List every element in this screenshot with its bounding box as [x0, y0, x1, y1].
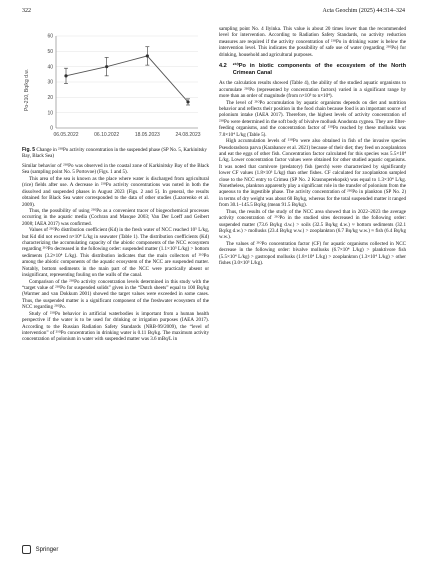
section-number: 4.2 — [219, 63, 227, 70]
journal-citation: Acta Geochim (2025) 44:314–324 — [322, 8, 405, 14]
page-number: 322 — [22, 8, 31, 14]
left-column — [22, 163, 209, 343]
publisher-name: Springer — [35, 547, 59, 554]
data-point — [105, 65, 108, 68]
section-heading — [219, 63, 406, 76]
right-paragraph-1: As the calculation results showed (Table 4), the ability of the studied aquatic organisms to accumulate ²¹⁰Po (represented by concentration factors) varied in a significant range by more than an order of magnitude (from n×10³ to n×10⁴). — [219, 80, 406, 100]
left-paragraph-4: Values of ²¹⁰Po distribution coefficient (Kd) in the fresh water of NCC reached 10⁵ L/kg, but Kd did not exceed n×10⁴ L/kg in seawater (Table 1). The distribution coefficients (Kd) characterizing the accumulating capacity of the abiotic components of the NCC ecosystem regarding ²¹⁰Po decreased in the following order: suspended matter (1.1×10⁵ L/kg) > bottom sediments (3.2×10⁴ L/kg). This distribution indicates that the main collectors of ²¹⁰Po among the abiotic components of the aquatic ecosystem of the NCC are suspended matter. Notably, bottom sediments in the main part of the NCC were practically absent or insignificant, representing fouling on the walls of the canal. — [22, 227, 209, 279]
figure-caption-text: Change in ²¹⁰Po activity concentration in the suspended phase (SP No. 5, Karkinitsky Bay, Black Sea) — [22, 148, 207, 159]
data-point — [64, 74, 67, 77]
right-column — [219, 26, 406, 267]
left-paragraph-3: Thus, the possibility of using ²¹⁰Po as a convenient tracer of biogeochemical processes occurring in the aquatic media (Cochran and Masque 2003; Van Der Loeff and Geibert 2008; IAEA 2017) was confirmed. — [22, 207, 209, 227]
x-tick-label: 24.08.2023 — [175, 132, 201, 138]
y-axis-label: Po-210, Bq/kg d.w. — [24, 69, 30, 111]
right-paragraph-2: The level of ²¹⁰Po accumulation by aquatic organisms depends on diet and nutrition behavior and reflects their position in the food chain because food is an important source of polonium intake (IAEA 2017). Therefore, the highest levels of activity concentration of ²¹⁰Po were determined in the soft body of bivalve mollusk Anodonta cygnea. They are filter-feeding organisms, and the concentration factor of ²¹⁰Po reached by these mollusks was 7.0×10⁴ L/kg (Table 5). — [219, 99, 406, 138]
right-paragraph-4: Thus, the results of the study of the NCC area showed that in 2022–2023 the average activity concentration of ²¹⁰Po in the studied sites decreased in the following order: suspended matter (73.6 Bq/kg d.w.) > soils (32.5 Bq/kg d.w.) ≈ bottom sediments (32.1 Bq/kg d.w.) > mollusks (23.4 Bq/kg w.w.) > zooplankton (6.7 Bq/kg w.w.) ≈ fish (6.4 Bq/kg w.w.). — [219, 208, 406, 241]
section-title: ²¹⁰Po in biotic components of the ecosystem of the North Crimean Canal — [232, 63, 406, 76]
x-tick-label: 18.05.2023 — [134, 132, 160, 138]
series-line — [66, 56, 188, 102]
left-paragraph-5: Comparison of the ²¹⁰Po activity concentration levels determined in this study with the “target value of ²¹⁰Po for suspended solids” given in the “Dutch sheets” equal to 100 Bq/kg (Warmer and van Dokkum 2001) showed the target values were exceeded in some cases. Thus, the suspended matter is a significant component of the freshwater ecosystem of the NCC regarding ²¹⁰Po. — [22, 278, 209, 311]
left-paragraph-6: Study of ²¹⁰Po behavior in artificial waterbodies is important from a human health perspective if the water is to be used for drinking or irrigation purposes (IAEA 2017). According to the Russian Radiation Safety Standards (NRB-99/2009), the “level of intervention” of ²¹⁰Po concentration in drinking water is 0.11 Bq/kg. The maximum activity concentration of polonium in water with suspended matter was 3.6 mBq/L in — [22, 310, 209, 343]
left-paragraph-2: This area of the sea is known as the place where water is discharged from agricultural (rice) fields after use. A decrease in ²¹⁰Po activity concentrations was noted in both the dissolved and suspended phases in August 2023 (Figs. 2 and 5). In general, the results obtained for Black Sea water corresponded to the data of other studies (Lazorenko et al. 2009). — [22, 175, 209, 208]
x-tick-label: 06.05.2022 — [53, 132, 79, 138]
figure-caption — [22, 147, 209, 160]
y-tick-label: 60 — [47, 33, 53, 40]
y-tick-label: 40 — [47, 64, 53, 71]
x-tick-label: 06.10.2022 — [94, 132, 120, 138]
springer-logo-icon — [22, 545, 31, 554]
right-paragraph-5: The values of ²¹⁰Po concentration factor (CF) for aquatic organisms collected in NCC decrease in the following order: bivalve mollusks (6.7×10⁴ L/kg) > planktivore fish (5.5×10⁴ L/kg) > gastropod mollusks (1.8×10⁴ L/kg) > zooplankton (1.3×10⁴ L/kg) > other fishes (3.0×10³ L/kg). — [219, 240, 406, 267]
y-tick-label: 20 — [47, 95, 53, 102]
data-point — [186, 100, 189, 103]
data-point — [146, 54, 149, 57]
y-tick-label: 50 — [47, 49, 53, 56]
left-paragraph-1: Similar behavior of ²¹⁰Po was observed in the coastal zone of Karkinitsky Bay of the Black Sea (sampling point No. 5 Portovoe) (Figs. 1 and 5). — [22, 163, 209, 176]
right-paragraph-3: High accumulation levels of ²¹⁰Po were also obtained in fish of the invasive species Pseudorasbora parva (Karabanov et al. 2021) because of their diet; they feed on zooplankton and eat the eggs of other fish. Concentration factor calculated for this species was 5.5×10⁴ L/kg. Lower concentration factor values were obtained for other studied aquatic organisms. It was noted that carnivore (predatory) fish (perch) were characterized by significantly lower CF values (1.8×10³ L/kg) than other fishes. CF calculated for zooplankton sampled close to the NCC entry to Crimea (SP No. 2 Krasnoperekopsk) was equal to 1.3×10⁴ L/kg. Nonetheless, plankton apparently play a significant role in the transfer of polonium from the aqueous to the ingestible phase. The activity concentration of ²¹⁰Po in plankton (SP No. 2) in terms of dry weight was about 60 Bq/kg, whereas for the total suspended matter it ranged from 30.1–145.5 Bq/kg (mean 91.5 Bq/kg). — [219, 138, 406, 209]
publisher-footer — [22, 545, 58, 554]
y-tick-label: 30 — [47, 79, 53, 86]
figure-5-chart — [22, 28, 209, 146]
figure-caption-label: Fig. 5 — [22, 147, 36, 153]
page-header — [22, 8, 405, 18]
y-tick-label: 10 — [47, 110, 53, 117]
right-intro-paragraph: sampling point No. 4 Ilyinka. This value is about 20 times lower than the recommended level for intervention. According to Radiation Safety Standards, no activity reduction measures are required if the activity concentration of ²¹⁰Po in drinking water is below the intervention level. This indicates the possibility of safe use of water (regarding ²¹⁰Po) for drinking, household and agricultural purposes. — [219, 26, 406, 58]
y-tick-label: 0 — [50, 125, 53, 132]
